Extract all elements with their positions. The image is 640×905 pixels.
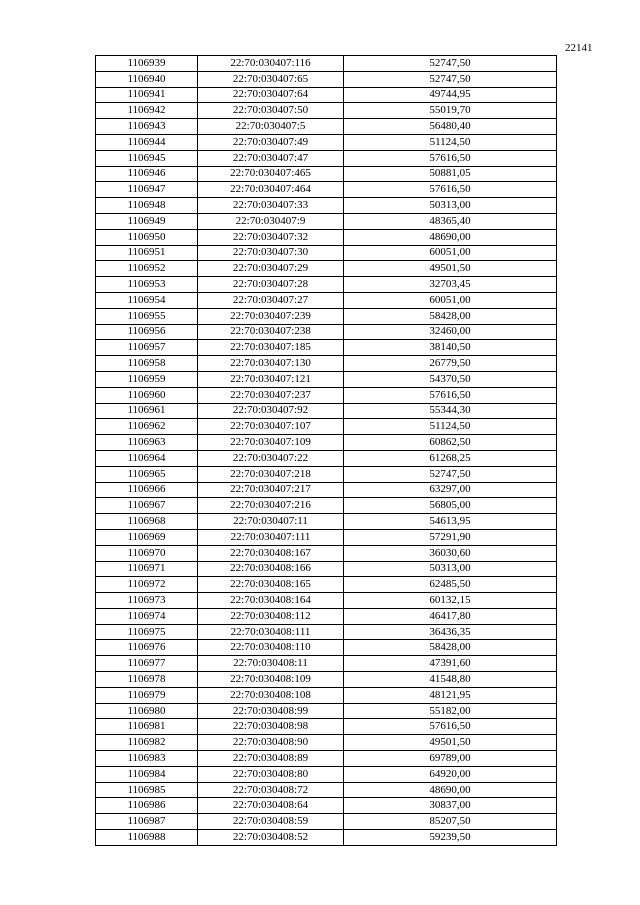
- cadastral-value-cell: 59239,50: [344, 830, 557, 846]
- cadastral-number-cell: 22:70:030407:121: [198, 371, 344, 387]
- cadastral-value-cell: 57616,50: [344, 150, 557, 166]
- cadastral-value-cell: 56805,00: [344, 498, 557, 514]
- cadastral-value-cell: 61268,25: [344, 450, 557, 466]
- cadastral-number-cell: 22:70:030408:72: [198, 782, 344, 798]
- cadastral-value-cell: 60132,15: [344, 593, 557, 609]
- table-row: [96, 624, 557, 640]
- table-row: [96, 356, 557, 372]
- row-number-cell: 1106972: [96, 577, 198, 593]
- row-number-cell: 1106957: [96, 340, 198, 356]
- cadastral-value-cell: 60051,00: [344, 292, 557, 308]
- cadastral-number-cell: 22:70:030407:218: [198, 466, 344, 482]
- cadastral-value-cell: 60862,50: [344, 435, 557, 451]
- row-number-cell: 1106941: [96, 87, 198, 103]
- cadastral-value-cell: 46417,80: [344, 608, 557, 624]
- cadastral-number-cell: 22:70:030408:167: [198, 545, 344, 561]
- table-row: [96, 371, 557, 387]
- cadastral-value-cell: 57616,50: [344, 719, 557, 735]
- row-number-cell: 1106949: [96, 213, 198, 229]
- table-row: [96, 245, 557, 261]
- cadastral-number-cell: 22:70:030407:238: [198, 324, 344, 340]
- cadastral-number-cell: 22:70:030408:110: [198, 640, 344, 656]
- cadastral-number-cell: 22:70:030407:217: [198, 482, 344, 498]
- row-number-cell: 1106956: [96, 324, 198, 340]
- row-number-cell: 1106963: [96, 435, 198, 451]
- cadastral-number-cell: 22:70:030407:64: [198, 87, 344, 103]
- cadastral-number-cell: 22:70:030407:92: [198, 403, 344, 419]
- table-body: [96, 56, 557, 846]
- row-number-cell: 1106951: [96, 245, 198, 261]
- cadastral-number-cell: 22:70:030407:49: [198, 134, 344, 150]
- page-number: 22141: [565, 42, 593, 54]
- cadastral-value-cell: 57616,50: [344, 182, 557, 198]
- table-row: [96, 213, 557, 229]
- cadastral-number-cell: 22:70:030408:89: [198, 751, 344, 767]
- cadastral-number-cell: 22:70:030408:164: [198, 593, 344, 609]
- row-number-cell: 1106967: [96, 498, 198, 514]
- row-number-cell: 1106984: [96, 766, 198, 782]
- table-row: [96, 498, 557, 514]
- cadastral-value-cell: 64920,00: [344, 766, 557, 782]
- table-row: [96, 292, 557, 308]
- row-number-cell: 1106988: [96, 830, 198, 846]
- row-number-cell: 1106943: [96, 119, 198, 135]
- row-number-cell: 1106964: [96, 450, 198, 466]
- cadastral-number-cell: 22:70:030407:109: [198, 435, 344, 451]
- cadastral-value-cell: 57291,90: [344, 529, 557, 545]
- row-number-cell: 1106939: [96, 56, 198, 72]
- cadastral-number-cell: 22:70:030407:32: [198, 229, 344, 245]
- table-row: [96, 134, 557, 150]
- cadastral-number-cell: 22:70:030408:165: [198, 577, 344, 593]
- table-row: [96, 450, 557, 466]
- table-row: [96, 719, 557, 735]
- cadastral-number-cell: 22:70:030407:116: [198, 56, 344, 72]
- cadastral-value-cell: 51124,50: [344, 419, 557, 435]
- table-row: [96, 277, 557, 293]
- table-row: [96, 419, 557, 435]
- row-number-cell: 1106971: [96, 561, 198, 577]
- row-number-cell: 1106946: [96, 166, 198, 182]
- row-number-cell: 1106966: [96, 482, 198, 498]
- row-number-cell: 1106954: [96, 292, 198, 308]
- cadastral-number-cell: 22:70:030407:22: [198, 450, 344, 466]
- table-row: [96, 593, 557, 609]
- cadastral-value-cell: 50881,05: [344, 166, 557, 182]
- cadastral-number-cell: 22:70:030407:185: [198, 340, 344, 356]
- row-number-cell: 1106982: [96, 735, 198, 751]
- row-number-cell: 1106974: [96, 608, 198, 624]
- table-row: [96, 56, 557, 72]
- row-number-cell: 1106959: [96, 371, 198, 387]
- table-row: [96, 798, 557, 814]
- cadastral-number-cell: 22:70:030408:109: [198, 672, 344, 688]
- row-number-cell: 1106970: [96, 545, 198, 561]
- row-number-cell: 1106944: [96, 134, 198, 150]
- cadastral-value-cell: 48690,00: [344, 782, 557, 798]
- cadastral-value-cell: 57616,50: [344, 387, 557, 403]
- table-row: [96, 403, 557, 419]
- row-number-cell: 1106986: [96, 798, 198, 814]
- cadastral-value-cell: 63297,00: [344, 482, 557, 498]
- table-row: [96, 782, 557, 798]
- row-number-cell: 1106981: [96, 719, 198, 735]
- cadastral-value-cell: 26779,50: [344, 356, 557, 372]
- row-number-cell: 1106975: [96, 624, 198, 640]
- cadastral-number-cell: 22:70:030407:50: [198, 103, 344, 119]
- row-number-cell: 1106942: [96, 103, 198, 119]
- cadastral-value-cell: 49501,50: [344, 261, 557, 277]
- table-row: [96, 608, 557, 624]
- row-number-cell: 1106945: [96, 150, 198, 166]
- cadastral-number-cell: 22:70:030407:237: [198, 387, 344, 403]
- cadastral-value-cell: 58428,00: [344, 308, 557, 324]
- cadastral-number-cell: 22:70:030407:239: [198, 308, 344, 324]
- table-row: [96, 751, 557, 767]
- table-row: [96, 198, 557, 214]
- row-number-cell: 1106960: [96, 387, 198, 403]
- cadastral-value-cell: 36030,60: [344, 545, 557, 561]
- row-number-cell: 1106969: [96, 529, 198, 545]
- row-number-cell: 1106985: [96, 782, 198, 798]
- table-row: [96, 814, 557, 830]
- table-row: [96, 672, 557, 688]
- row-number-cell: 1106987: [96, 814, 198, 830]
- row-number-cell: 1106958: [96, 356, 198, 372]
- table-row: [96, 308, 557, 324]
- cadastral-value-cell: 32703,45: [344, 277, 557, 293]
- cadastral-value-cell: 51124,50: [344, 134, 557, 150]
- row-number-cell: 1106979: [96, 687, 198, 703]
- cadastral-number-cell: 22:70:030408:52: [198, 830, 344, 846]
- cadastral-value-cell: 52747,50: [344, 56, 557, 72]
- table-row: [96, 514, 557, 530]
- cadastral-number-cell: 22:70:030408:112: [198, 608, 344, 624]
- cadastral-number-cell: 22:70:030407:30: [198, 245, 344, 261]
- row-number-cell: 1106983: [96, 751, 198, 767]
- cadastral-value-cell: 52747,50: [344, 466, 557, 482]
- cadastral-number-cell: 22:70:030407:111: [198, 529, 344, 545]
- row-number-cell: 1106961: [96, 403, 198, 419]
- cadastral-number-cell: 22:70:030407:29: [198, 261, 344, 277]
- cadastral-value-cell: 69789,00: [344, 751, 557, 767]
- row-number-cell: 1106973: [96, 593, 198, 609]
- row-number-cell: 1106977: [96, 656, 198, 672]
- cadastral-value-cell: 60051,00: [344, 245, 557, 261]
- cadastral-value-cell: 49744,95: [344, 87, 557, 103]
- cadastral-value-table: [95, 55, 557, 846]
- cadastral-value-cell: 30837,00: [344, 798, 557, 814]
- row-number-cell: 1106947: [96, 182, 198, 198]
- cadastral-value-cell: 52747,50: [344, 71, 557, 87]
- cadastral-value-cell: 48121,95: [344, 687, 557, 703]
- cadastral-number-cell: 22:70:030408:90: [198, 735, 344, 751]
- table-row: [96, 687, 557, 703]
- cadastral-number-cell: 22:70:030407:465: [198, 166, 344, 182]
- table-row: [96, 340, 557, 356]
- table-row: [96, 387, 557, 403]
- cadastral-number-cell: 22:70:030408:11: [198, 656, 344, 672]
- cadastral-number-cell: 22:70:030407:11: [198, 514, 344, 530]
- cadastral-value-cell: 48690,00: [344, 229, 557, 245]
- cadastral-number-cell: 22:70:030408:59: [198, 814, 344, 830]
- row-number-cell: 1106952: [96, 261, 198, 277]
- cadastral-number-cell: 22:70:030407:28: [198, 277, 344, 293]
- cadastral-value-cell: 58428,00: [344, 640, 557, 656]
- table-row: [96, 482, 557, 498]
- table-row: [96, 577, 557, 593]
- table-row: [96, 656, 557, 672]
- table-row: [96, 703, 557, 719]
- cadastral-number-cell: 22:70:030407:5: [198, 119, 344, 135]
- cadastral-number-cell: 22:70:030408:108: [198, 687, 344, 703]
- table-row: [96, 119, 557, 135]
- table-row: [96, 561, 557, 577]
- table-row: [96, 640, 557, 656]
- cadastral-number-cell: 22:70:030407:216: [198, 498, 344, 514]
- cadastral-number-cell: 22:70:030407:47: [198, 150, 344, 166]
- cadastral-number-cell: 22:70:030408:111: [198, 624, 344, 640]
- row-number-cell: 1106948: [96, 198, 198, 214]
- row-number-cell: 1106962: [96, 419, 198, 435]
- table-row: [96, 166, 557, 182]
- cadastral-value-cell: 48365,40: [344, 213, 557, 229]
- table-row: [96, 766, 557, 782]
- cadastral-number-cell: 22:70:030408:99: [198, 703, 344, 719]
- table-row: [96, 87, 557, 103]
- cadastral-number-cell: 22:70:030407:107: [198, 419, 344, 435]
- cadastral-value-cell: 50313,00: [344, 198, 557, 214]
- table-row: [96, 261, 557, 277]
- cadastral-value-cell: 55019,70: [344, 103, 557, 119]
- cadastral-value-cell: 32460,00: [344, 324, 557, 340]
- row-number-cell: 1106968: [96, 514, 198, 530]
- table-row: [96, 150, 557, 166]
- row-number-cell: 1106940: [96, 71, 198, 87]
- cadastral-value-cell: 38140,50: [344, 340, 557, 356]
- table-row: [96, 466, 557, 482]
- cadastral-value-cell: 62485,50: [344, 577, 557, 593]
- table-row: [96, 324, 557, 340]
- cadastral-number-cell: 22:70:030407:9: [198, 213, 344, 229]
- cadastral-number-cell: 22:70:030408:98: [198, 719, 344, 735]
- cadastral-number-cell: 22:70:030407:464: [198, 182, 344, 198]
- row-number-cell: 1106955: [96, 308, 198, 324]
- cadastral-value-cell: 50313,00: [344, 561, 557, 577]
- table-row: [96, 830, 557, 846]
- table-row: [96, 735, 557, 751]
- cadastral-value-cell: 56480,40: [344, 119, 557, 135]
- table-row: [96, 71, 557, 87]
- cadastral-number-cell: 22:70:030408:64: [198, 798, 344, 814]
- row-number-cell: 1106976: [96, 640, 198, 656]
- row-number-cell: 1106953: [96, 277, 198, 293]
- cadastral-value-cell: 41548,80: [344, 672, 557, 688]
- table-row: [96, 545, 557, 561]
- row-number-cell: 1106978: [96, 672, 198, 688]
- cadastral-value-cell: 47391,60: [344, 656, 557, 672]
- table-row: [96, 103, 557, 119]
- row-number-cell: 1106950: [96, 229, 198, 245]
- cadastral-number-cell: 22:70:030407:27: [198, 292, 344, 308]
- table-row: [96, 435, 557, 451]
- cadastral-number-cell: 22:70:030407:65: [198, 71, 344, 87]
- cadastral-value-cell: 55182,00: [344, 703, 557, 719]
- cadastral-value-cell: 54613,95: [344, 514, 557, 530]
- cadastral-value-cell: 36436,35: [344, 624, 557, 640]
- cadastral-value-cell: 85207,50: [344, 814, 557, 830]
- row-number-cell: 1106980: [96, 703, 198, 719]
- table-row: [96, 229, 557, 245]
- table-row: [96, 182, 557, 198]
- cadastral-value-cell: 49501,50: [344, 735, 557, 751]
- cadastral-number-cell: 22:70:030408:80: [198, 766, 344, 782]
- cadastral-value-cell: 54370,50: [344, 371, 557, 387]
- cadastral-value-cell: 55344,30: [344, 403, 557, 419]
- row-number-cell: 1106965: [96, 466, 198, 482]
- cadastral-number-cell: 22:70:030407:33: [198, 198, 344, 214]
- cadastral-number-cell: 22:70:030408:166: [198, 561, 344, 577]
- table-row: [96, 529, 557, 545]
- cadastral-number-cell: 22:70:030407:130: [198, 356, 344, 372]
